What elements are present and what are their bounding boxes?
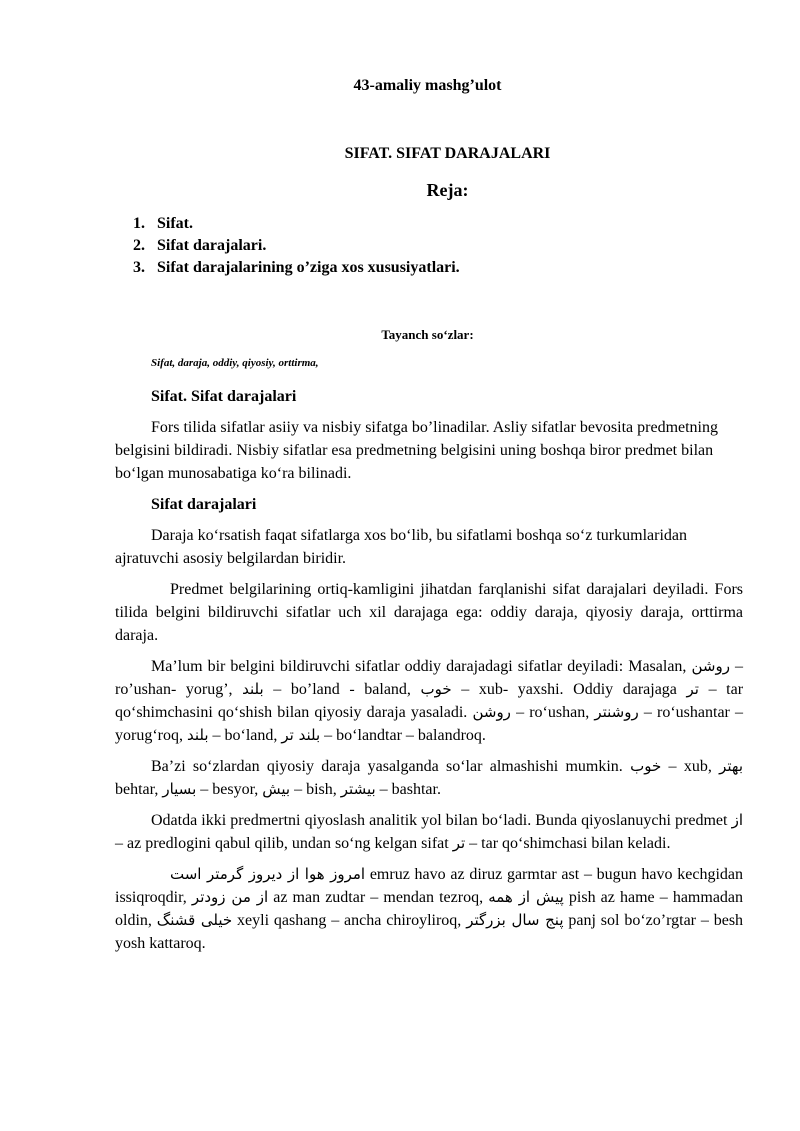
text-run: – ro‘ushan, [516, 704, 590, 721]
persian-word: بلند تر [281, 726, 321, 744]
plan-item [133, 257, 460, 279]
persian-word: بیشتر [340, 780, 376, 798]
keywords-heading: Tayanch so‘zlar: [381, 327, 474, 342]
topic-title: SIFAT. SIFAT DARAJALARI [344, 145, 551, 162]
text-run: pish az hame – hammadan oldin, [115, 889, 744, 929]
paragraph [115, 863, 743, 955]
text-run: – bish, [294, 781, 337, 798]
paragraph: Predmet belgilarining ortiq-kamligini jihatdan farqlanishi sifat darajalari deyiladi. Fors tilida belgini bildiruvchi sifatlar uch xil darajaga ega: oddiy daraja, qiyosiy daraja, orttirma daraja. [115, 581, 743, 644]
plan-list [133, 213, 460, 279]
paragraph: Daraja ko‘rsatish faqat sifatlarga xos bo‘lib, bu sifatlami boshqa so‘z turkumlaridan ajratuvchi asosiy belgilardan biridir. [115, 527, 687, 567]
text-run: – tar qo‘shimchasi bilan keladi. [469, 835, 671, 852]
text-run: – bashtar. [379, 781, 441, 798]
plan-item [133, 213, 460, 235]
persian-word: روشنتر [594, 703, 639, 721]
paragraph [115, 655, 743, 747]
paragraph [115, 755, 743, 801]
paragraph [115, 809, 743, 855]
text-run: – ro‘ushantar – yorug‘roq, [115, 704, 744, 744]
text-run: – tar qo‘shimchasini qo‘shish bilan qiyosiy daraja yasaladi. [115, 681, 744, 721]
text-run: az man zudtar – mendan tezroq, [273, 889, 484, 906]
plan-item-number: 2. [133, 237, 145, 254]
keywords-list: Sifat, daraja, oddiy, qiyosiy, orttirma, [151, 357, 319, 369]
persian-phrase: خیلی قشنگ [156, 911, 233, 929]
persian-word: بهتر [719, 757, 744, 775]
plan-item-number: 3. [133, 259, 145, 276]
plan-item [133, 235, 460, 257]
persian-phrase: پنج سال بزرگتر [466, 911, 564, 929]
text-run: emruz havo az diruz garmtar ast – bugun havo kechgidan issiqroqdir, [115, 866, 744, 906]
plan-item-text: Sifat. [157, 215, 193, 232]
lesson-title: 43-amaliy mashg’ulot [353, 77, 502, 94]
text-run: Ba’zi so‘zlardan qiyosiy daraja yasalganda so‘lar almashishi mumkin. [151, 758, 623, 775]
paragraph: Fors tilida sifatlar asiiy va nisbiy sifatga bo’linadilar. Asliy sifatlar bevosita predmetning belgisini bildiradi. Nisbiy sifatlar esa predmetning belgisini uning boshqa biror predmet bilan bo‘lgan munosabatiga ko‘ra bilinadi. [115, 419, 718, 482]
text-run: – xub- yaxshi. Oddiy darajaga [461, 681, 677, 698]
persian-word: تر [452, 834, 466, 852]
plan-item-text: Sifat darajalarining o’ziga xos xususiyatlari. [157, 259, 460, 276]
persian-phrase: از من زودتر [191, 888, 269, 906]
text-run: – ro’ushan- yorug’, [115, 658, 744, 698]
persian-word: خوب [420, 680, 452, 698]
plan-item-text: Sifat darajalari. [157, 237, 267, 254]
plan-item-number: 1. [133, 215, 145, 232]
text-run: – bo’land - baland, [273, 681, 411, 698]
text-run: behtar, [115, 781, 159, 798]
text-run: – bo‘landtar – balandroq. [324, 727, 486, 744]
persian-word: خوب [630, 757, 662, 775]
document-body [115, 385, 743, 963]
persian-word: روشن [472, 703, 511, 721]
persian-phrase: پیش از همه [488, 888, 564, 906]
persian-word: بلند [186, 726, 209, 744]
text-run: xeyli qashang – ancha chiroyliroq, [237, 912, 462, 929]
persian-word: روشن [691, 657, 730, 675]
text-run: Ma’lum bir belgini bildiruvchi sifatlar oddiy darajadagi sifatlar deyiladi: Masalan, [151, 658, 687, 675]
persian-word: بلند [242, 680, 264, 698]
text-run: Odatda ikki predmertni qiyoslash analitik yol bilan bo‘ladi. Bunda qiyoslanuychi predmet [151, 812, 728, 829]
text-run: panj sol bo‘zo’rgtar – besh yosh kattaroq. [115, 912, 744, 952]
text-run: – xub, [668, 758, 712, 775]
persian-word: تر [686, 680, 699, 698]
section-heading-sifat: Sifat. Sifat darajalari [151, 388, 297, 405]
text-run: – bo‘land, [212, 727, 278, 744]
plan-heading: Reja: [426, 180, 469, 200]
persian-word: بیش [262, 780, 291, 798]
persian-word: از [731, 811, 744, 829]
text-run: – az predlogini qabul qilib, undan so‘ng kelgan sifat [115, 835, 449, 852]
persian-word: بسیار [162, 780, 197, 798]
persian-phrase: امروز هوا از دیروز گرمتر است [170, 865, 366, 883]
text-run: – besyor, [200, 781, 259, 798]
section-heading-darajalari: Sifat darajalari [151, 496, 257, 513]
